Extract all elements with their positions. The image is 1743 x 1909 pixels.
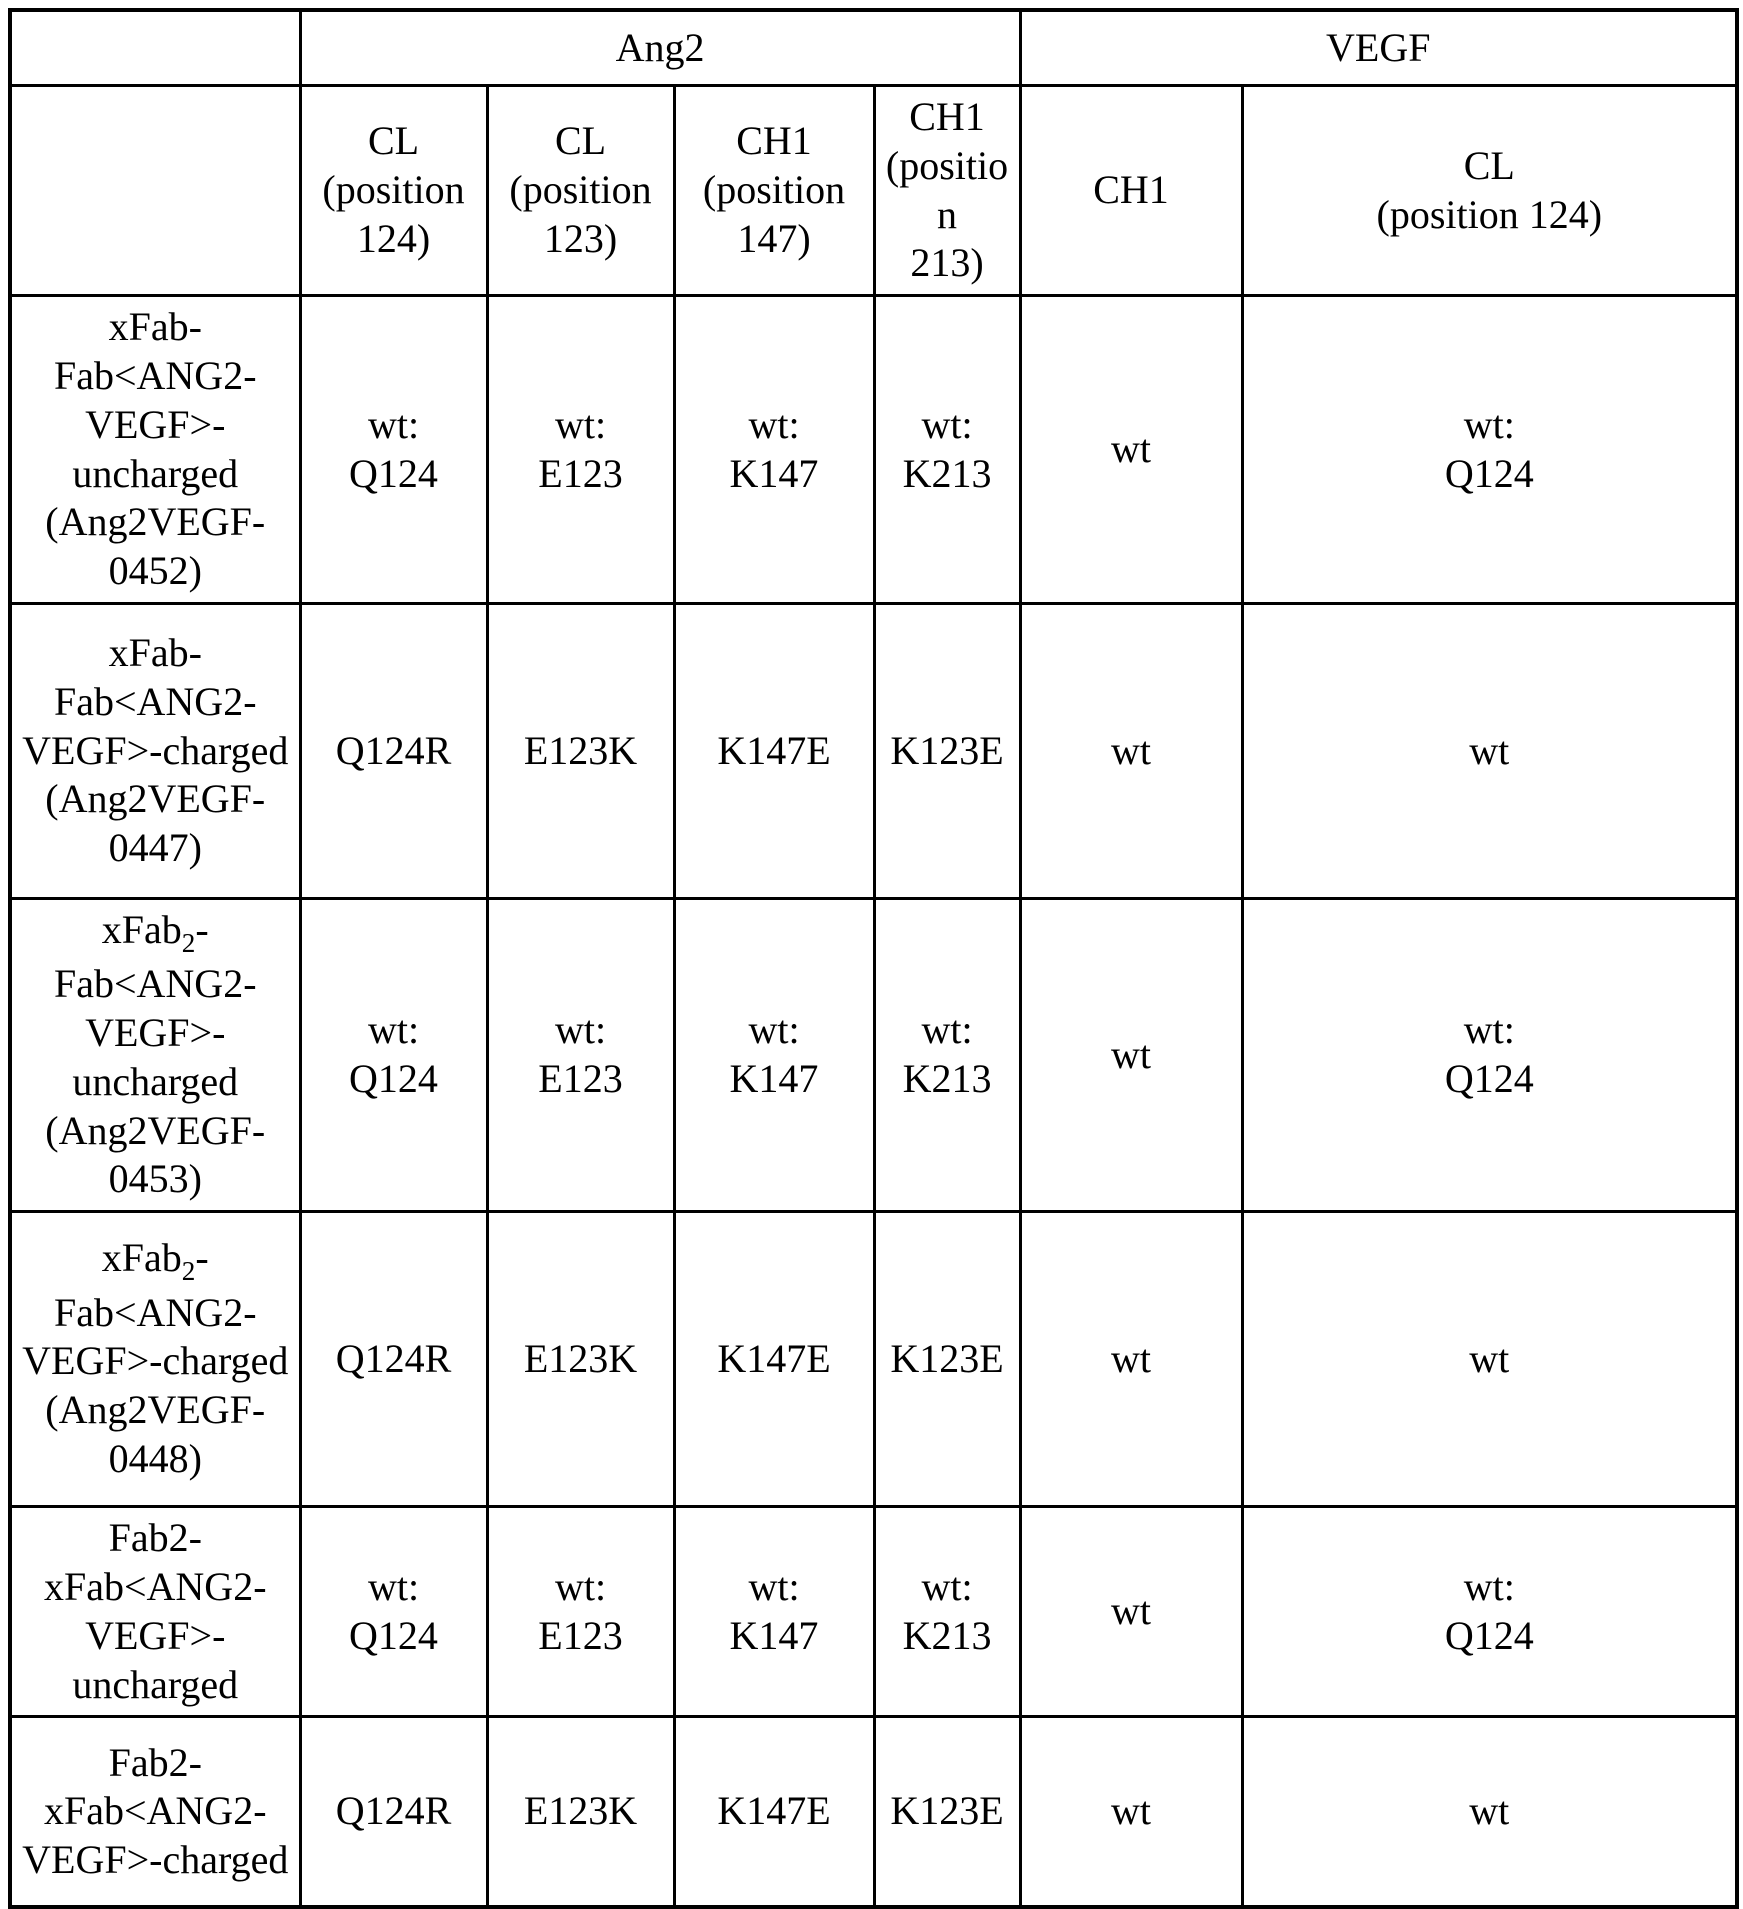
cell-line-2: E123	[538, 450, 623, 496]
table-cell	[674, 1507, 874, 1717]
table-cell	[874, 1507, 1020, 1717]
cell-line-2: K147	[729, 1056, 819, 1102]
cell-line-1: Q124R	[335, 1788, 452, 1834]
subheader-line1: CL	[367, 118, 420, 164]
cell-line-1: wt:	[367, 401, 420, 447]
cell-line-1: E123K	[523, 727, 638, 773]
table-cell	[1020, 296, 1242, 604]
cell-line-1: wt:	[748, 1007, 800, 1053]
row-label	[10, 898, 300, 1211]
cell-line-2: Q124	[1444, 1056, 1534, 1102]
row-label-line: Fab<ANG2-	[53, 961, 257, 1007]
subheader-line1: CH1	[1093, 167, 1169, 213]
cell-line-1: wt:	[921, 401, 973, 447]
cell-line-1: K123E	[890, 1335, 1004, 1381]
row-label-line: VEGF>-charged	[22, 1338, 289, 1384]
row-label-line: xFab$_2$-	[101, 906, 209, 958]
subheader-line1: CL	[1463, 142, 1515, 188]
group-header-vegf: VEGF	[1020, 10, 1737, 86]
cell-line-2: K213	[902, 450, 992, 496]
cell-line-1: K123E	[890, 727, 1004, 773]
subheader-line2: (position	[509, 167, 652, 213]
table-cell	[1020, 898, 1242, 1211]
table-cell	[874, 1212, 1020, 1507]
table-cell	[674, 1717, 874, 1908]
table-cell	[487, 1507, 674, 1717]
table-cell	[300, 1212, 487, 1507]
header-corner-blank	[10, 10, 300, 86]
row-label-line: VEGF>-	[85, 1612, 226, 1658]
cell-line-1: wt	[1469, 1788, 1510, 1834]
table-row	[10, 603, 1737, 898]
row-label-line: 0447)	[108, 825, 202, 871]
table-cell	[874, 603, 1020, 898]
row-label	[10, 296, 300, 604]
table-cell	[674, 296, 874, 604]
cell-line-1: wt:	[367, 1007, 420, 1053]
cell-line-1: wt	[1111, 426, 1152, 472]
cell-line-1: wt:	[367, 1563, 420, 1609]
row-label-line: Fab<ANG2-	[53, 1289, 257, 1335]
table-row	[10, 1717, 1737, 1908]
subheader-ang2-cl-124	[300, 86, 487, 296]
subheader-line3: 147)	[737, 215, 811, 261]
row-label-line: xFab-	[108, 629, 202, 675]
table-cell	[674, 603, 874, 898]
subheader-ang2-cl-123	[487, 86, 674, 296]
cell-line-1: wt:	[554, 1007, 607, 1053]
row-label-line: VEGF>-charged	[22, 727, 289, 773]
cell-line-1: wt:	[748, 1563, 800, 1609]
subheader-line1: CH1	[909, 94, 985, 139]
row-label-line: uncharged	[72, 450, 239, 496]
cell-line-1: wt:	[554, 401, 607, 447]
table-cell	[300, 1507, 487, 1717]
table-cell	[487, 1212, 674, 1507]
cell-line-1: E123K	[523, 1788, 638, 1834]
cell-line-1: wt	[1111, 1335, 1152, 1381]
table-cell	[300, 603, 487, 898]
subheader-vegf-ch1	[1020, 86, 1242, 296]
table-cell	[487, 1717, 674, 1908]
subheader-line3: 124)	[356, 215, 431, 261]
row-label-line: VEGF>-	[85, 401, 226, 447]
table-cell	[1020, 1212, 1242, 1507]
table-row	[10, 1507, 1737, 1717]
table-row	[10, 296, 1737, 604]
subheader-line2: (position	[702, 167, 846, 213]
cell-line-2: E123	[538, 1612, 623, 1658]
row-label	[10, 1507, 300, 1717]
cell-line-1: wt	[1469, 727, 1510, 773]
cell-line-2: K213	[902, 1612, 992, 1658]
row-label-line: xFab$_2$-	[101, 1235, 209, 1287]
cell-line-1: wt:	[921, 1007, 973, 1053]
table-cell	[1242, 1717, 1737, 1908]
subheader-row	[10, 86, 1737, 296]
row-label-line: xFab-	[108, 304, 202, 350]
group-header-ang2: Ang2	[300, 10, 1020, 86]
table-cell	[874, 898, 1020, 1211]
row-label	[10, 603, 300, 898]
cell-line-2: K213	[902, 1056, 992, 1102]
subheader-ang2-ch1-147	[674, 86, 874, 296]
table-cell	[1020, 1717, 1242, 1908]
subheader-vegf-cl-124	[1242, 86, 1737, 296]
cell-line-1: Q124R	[335, 1335, 452, 1381]
subheader-line2: (position	[885, 142, 1009, 237]
cell-line-2: Q124	[349, 450, 438, 496]
subscript-digit: 2	[181, 927, 196, 958]
subheader-line1: CL	[554, 118, 607, 164]
subscript-digit: 2	[181, 1256, 196, 1287]
cell-line-1: wt:	[1463, 1007, 1515, 1053]
cell-line-1: wt	[1111, 1588, 1152, 1634]
table-cell	[1020, 1507, 1242, 1717]
row-label-line: (Ang2VEGF-	[45, 776, 266, 822]
row-label-line: uncharged	[72, 1058, 239, 1104]
cell-line-2: K147	[729, 450, 819, 496]
table-cell	[1242, 1212, 1737, 1507]
row-label	[10, 1212, 300, 1507]
table-cell	[874, 296, 1020, 604]
cell-line-2: Q124	[349, 1612, 438, 1658]
row-label-line: 0452)	[108, 548, 202, 594]
row-label-line: Fab<ANG2-	[53, 678, 257, 724]
table-cell	[1242, 603, 1737, 898]
table-cell	[487, 603, 674, 898]
cell-line-1: K147E	[717, 1788, 831, 1834]
cell-line-1: wt:	[554, 1563, 607, 1609]
cell-line-2: Q124	[1444, 1612, 1534, 1658]
table-cell	[674, 1212, 874, 1507]
subheader-blank	[10, 86, 300, 296]
table-cell	[300, 296, 487, 604]
table-row	[10, 1212, 1737, 1507]
cell-line-1: E123K	[523, 1335, 638, 1381]
row-label-line: uncharged	[72, 1661, 239, 1707]
subheader-line3: 213)	[910, 240, 984, 286]
cell-line-1: K147E	[717, 727, 831, 773]
row-label-line: Fab<ANG2-	[53, 352, 257, 398]
cell-line-1: wt	[1111, 1031, 1152, 1077]
row-label-line: 0448)	[108, 1436, 202, 1482]
table-cell	[1242, 1507, 1737, 1717]
table-cell	[300, 1717, 487, 1908]
row-label-line: (Ang2VEGF-	[45, 1107, 266, 1153]
table-row	[10, 898, 1737, 1211]
row-label-line: (Ang2VEGF-	[45, 499, 266, 545]
row-label-line: Fab2-	[108, 1739, 202, 1785]
cell-line-2: E123	[538, 1056, 623, 1102]
cell-line-1: K147E	[717, 1335, 831, 1381]
table-header	[10, 10, 1737, 296]
cell-line-2: Q124	[349, 1056, 438, 1102]
subheader-line2: (position	[322, 167, 465, 213]
table-cell	[874, 1717, 1020, 1908]
table-cell	[487, 296, 674, 604]
cell-line-1: wt	[1111, 727, 1152, 773]
cell-line-1: wt	[1469, 1335, 1510, 1381]
table-cell	[674, 898, 874, 1211]
cell-line-1: Q124R	[335, 727, 452, 773]
table-cell	[1242, 898, 1737, 1211]
subheader-line3: 123)	[543, 215, 618, 261]
subheader-line2: (position 124)	[1376, 191, 1603, 237]
mutation-table	[8, 8, 1739, 1909]
subheader-line1: CH1	[736, 118, 812, 164]
cell-line-1: wt:	[921, 1563, 973, 1609]
cell-line-1: wt:	[1463, 401, 1515, 447]
row-label-line: xFab<ANG2-	[43, 1563, 267, 1609]
row-label-line: (Ang2VEGF-	[45, 1387, 266, 1433]
cell-line-2: K147	[729, 1612, 819, 1658]
row-label-line: VEGF>-charged	[22, 1837, 289, 1883]
row-label-line: 0453)	[108, 1156, 202, 1202]
row-label	[10, 1717, 300, 1908]
table-cell	[487, 898, 674, 1211]
table-cell	[300, 898, 487, 1211]
table-cell	[1020, 603, 1242, 898]
cell-line-1: K123E	[890, 1788, 1004, 1834]
table-cell	[1242, 296, 1737, 604]
subheader-ang2-ch1-213	[874, 86, 1020, 296]
row-label-line: Fab2-	[108, 1515, 202, 1561]
table-body	[10, 296, 1737, 1908]
cell-line-1: wt:	[1463, 1563, 1515, 1609]
row-label-line: xFab<ANG2-	[43, 1788, 267, 1834]
cell-line-1: wt:	[748, 401, 800, 447]
row-label-line: VEGF>-	[85, 1009, 226, 1055]
cell-line-1: wt	[1111, 1788, 1152, 1834]
cell-line-2: Q124	[1444, 450, 1534, 496]
group-header-row	[10, 10, 1737, 86]
